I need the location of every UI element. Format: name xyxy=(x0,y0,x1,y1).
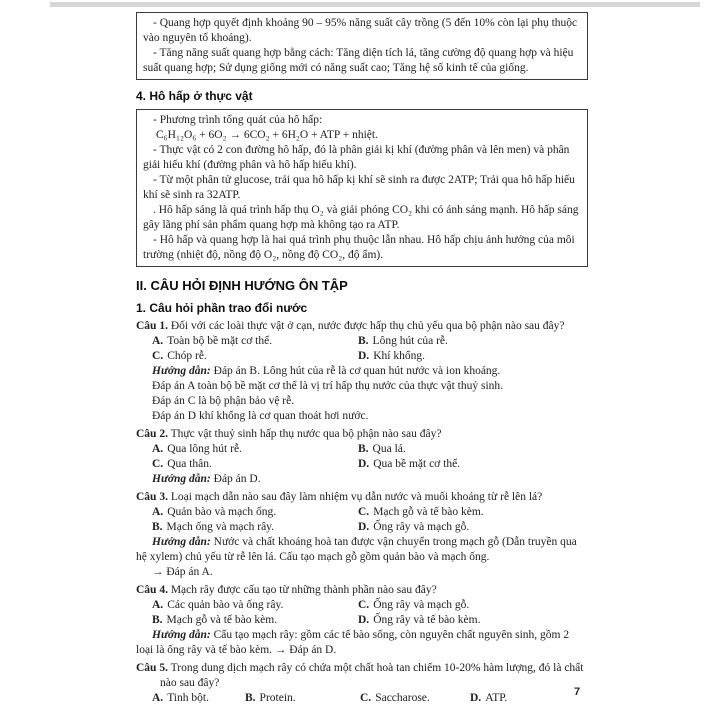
option-text: Quản bào và mạch ống. xyxy=(167,506,277,518)
option-b xyxy=(358,334,448,349)
option-text: Khí khổng. xyxy=(373,350,425,362)
question-4 xyxy=(136,583,588,658)
guidance-note: Đáp án D khí khổng là cơ quan thoát hơi nước. xyxy=(152,410,369,422)
option-text: Ống rây và tế bào kèm. xyxy=(373,614,481,626)
guidance-text: Đáp án B. Lông hút của rễ là cơ quan hút nước và ion khoáng. xyxy=(210,365,501,377)
guidance-label: Hướng dẫn: xyxy=(152,365,211,377)
option-letter: D. xyxy=(470,692,482,704)
option-text: Toàn bộ bề mặt cơ thể. xyxy=(167,335,273,347)
option-letter: C. xyxy=(152,458,164,470)
options-row xyxy=(136,442,588,457)
option-text: Mạch ống và mạch rây. xyxy=(166,521,275,533)
option-c xyxy=(360,691,470,706)
option-text: Qua thân. xyxy=(167,458,212,470)
option-letter: D. xyxy=(358,614,370,626)
respiration-summary-box xyxy=(136,109,588,267)
option-letter: B. xyxy=(358,443,369,455)
question-label: Câu 1. xyxy=(136,320,168,332)
option-text: Saccharose. xyxy=(375,692,430,704)
guidance-label: Hướng dẫn: xyxy=(152,473,211,485)
option-text: Qua lông hút rễ. xyxy=(167,443,242,455)
photosynthesis-summary-box xyxy=(136,12,588,80)
guidance xyxy=(136,472,588,487)
question-3 xyxy=(136,490,588,580)
option-a xyxy=(152,442,358,457)
options-row xyxy=(136,349,588,364)
option-text: Lông hút của rễ. xyxy=(372,335,448,347)
option-d xyxy=(358,520,469,535)
question-label: Câu 5. xyxy=(136,662,168,674)
option-d xyxy=(358,457,460,472)
option-letter: C. xyxy=(358,506,370,518)
option-letter: A. xyxy=(152,335,164,347)
option-text: ATP. xyxy=(485,692,508,704)
question-text xyxy=(136,661,588,691)
page-content xyxy=(136,12,588,706)
options-row xyxy=(136,505,588,520)
option-text: Mạch gỗ và tế bào kèm. xyxy=(373,506,484,518)
option-a xyxy=(152,505,358,520)
question-5 xyxy=(136,661,588,706)
options-row xyxy=(136,691,588,706)
option-text: Các quản bào và ống rây. xyxy=(167,599,284,611)
section-4-heading: 4. Hô hấp ở thực vật xyxy=(136,89,253,103)
option-letter: B. xyxy=(358,335,369,347)
guidance xyxy=(136,364,588,379)
guidance xyxy=(136,535,588,565)
guidance-text: Cấu tạo mạch rây: gồm các tế bào sống, còn nguyên chất nguyên sinh, gồm 2 loại là ống rây và tế bào kèm. → Đáp án D. xyxy=(136,629,570,656)
option-letter: B. xyxy=(152,614,163,626)
question-body: Thực vật thuỷ sinh hấp thụ nước qua bộ phận nào sau đây? xyxy=(170,428,442,440)
options-row xyxy=(136,457,588,472)
option-text: Mạch gỗ và tế bào kèm. xyxy=(166,614,278,626)
option-a xyxy=(152,334,358,349)
option-letter: A. xyxy=(152,506,164,518)
guidance-label: Hướng dẫn: xyxy=(152,536,211,548)
guidance-text: Đáp án D. xyxy=(210,473,261,485)
summary-line: - Hô hấp và quang hợp là hai quá trình phụ thuộc lẫn nhau. Hô hấp chịu ảnh hưởng của môi trường (nhiệt độ, nồng độ O₂, nồng độ CO₂, độ ẩm). xyxy=(143,234,575,261)
question-body: Đối với các loài thực vật ở cạn, nước được hấp thụ chủ yếu qua bộ phận nào sau đây? xyxy=(170,320,565,332)
section-2-heading: II. CÂU HỎI ĐỊNH HƯỚNG ÔN TẬP xyxy=(136,278,348,293)
option-letter: C. xyxy=(152,350,164,362)
summary-line: - Quang hợp quyết định khoảng 90 – 95% năng suất cây trồng (5 đến 10% còn lại phụ thuộc vào nguyên tố khoáng). xyxy=(143,17,578,44)
summary-line: - Từ một phân tử glucose, trải qua hô hấp kị khí sẽ sinh ra được 2ATP; Trải qua hô hấp hiếu khí sẽ sinh ra 32ATP. xyxy=(143,174,575,201)
option-b xyxy=(358,442,406,457)
guidance-label: Hướng dẫn: xyxy=(152,629,211,641)
summary-line: - Phương trình tổng quát của hô hấp: xyxy=(153,114,323,126)
question-text xyxy=(136,583,588,598)
option-letter: D. xyxy=(358,458,370,470)
option-text: Chóp rễ. xyxy=(167,350,207,362)
option-d xyxy=(358,613,480,628)
summary-line: - Tăng năng suất quang hợp bằng cách: Tăng diện tích lá, tăng cường độ quang hợp và hiệu suất quang hợp; Sử dụng giống mới có năng suất cao; Tăng hệ số kinh tế của giống. xyxy=(143,47,574,74)
option-text: Ống rây và mạch gỗ. xyxy=(373,521,470,533)
question-text xyxy=(136,490,588,505)
options-row xyxy=(136,598,588,613)
option-letter: C. xyxy=(360,692,372,704)
question-text xyxy=(136,427,588,442)
option-letter: A. xyxy=(152,599,164,611)
question-body: Mạch rây được cấu tạo từ những thành phần nào sau đây? xyxy=(170,584,437,596)
summary-line: - Thực vật có 2 con đường hô hấp, đó là phân giải kị khí (đường phân và lên men) và phân giải hiếu khí (đường phân và hô hấp hiếu khí). xyxy=(143,144,570,171)
guidance-text: Nước và chất khoáng hoà tan được vận chuyển trong mạch gỗ (Dẫn truyền qua hệ xylem) chủ yếu từ rễ lên lá. Cấu tạo mạch gỗ gồm quản bào và mạch ống. xyxy=(136,536,577,563)
options-row xyxy=(136,613,588,628)
guidance xyxy=(136,628,588,658)
option-text: Protein. xyxy=(259,692,296,704)
question-label: Câu 4. xyxy=(136,584,168,596)
option-b xyxy=(152,520,358,535)
option-c xyxy=(358,505,484,520)
option-text: Qua bề mặt cơ thể. xyxy=(373,458,461,470)
question-2 xyxy=(136,427,588,487)
option-letter: C. xyxy=(358,599,370,611)
option-letter: B. xyxy=(152,521,163,533)
option-letter: A. xyxy=(152,692,164,704)
summary-line: . Hô hấp sáng là quá trình hấp thụ O₂ và giải phóng CO₂ khi có ánh sáng mạnh. Hô hấp sáng gây lãng phí sản phẩm quang hợp mà không tạo ra ATP. xyxy=(143,204,579,231)
options-row xyxy=(136,334,588,349)
option-a xyxy=(152,598,358,613)
guidance-note: Đáp án A toàn bộ bề mặt cơ thể là vị trí hấp thụ nước của thực vật thuỷ sinh. xyxy=(152,380,504,392)
option-text: Tinh bột. xyxy=(167,692,209,704)
section-2-subheading: 1. Câu hỏi phần trao đổi nước xyxy=(136,301,308,315)
option-c xyxy=(152,457,358,472)
question-body: Loại mạch dẫn nào sau đây làm nhiệm vụ dẫn nước và muối khoáng từ rễ lên lá? xyxy=(170,491,543,503)
page-number: 7 xyxy=(574,686,581,698)
option-b xyxy=(245,691,360,706)
option-a xyxy=(152,691,245,706)
question-1 xyxy=(136,319,588,424)
option-letter: B. xyxy=(245,692,256,704)
options-row xyxy=(136,520,588,535)
question-label: Câu 2. xyxy=(136,428,168,440)
option-c xyxy=(358,598,469,613)
question-body: Trong dung dịch mạch rây có chứa một chất hoà tan chiếm 10-20% hàm lượng, đó là chất nào sau đây? xyxy=(160,662,584,689)
option-c xyxy=(152,349,358,364)
scan-edge-shadow xyxy=(50,2,700,7)
guidance-note: Đáp án C là bộ phận bảo vệ rễ. xyxy=(152,395,295,407)
option-text: Qua lá. xyxy=(372,443,406,455)
option-letter: A. xyxy=(152,443,164,455)
option-d xyxy=(358,349,425,364)
option-d xyxy=(470,691,507,706)
guidance-note: → Đáp án A. xyxy=(152,566,213,578)
option-b xyxy=(152,613,358,628)
option-letter: D. xyxy=(358,521,370,533)
option-text: Ống rây và mạch gỗ. xyxy=(373,599,470,611)
question-label: Câu 3. xyxy=(136,491,168,503)
question-text xyxy=(136,319,588,334)
option-letter: D. xyxy=(358,350,370,362)
respiration-equation: C₆H₁₂O₆ + 6O₂ → 6CO₂ + 6H₂O + ATP + nhiệt. xyxy=(156,129,378,141)
